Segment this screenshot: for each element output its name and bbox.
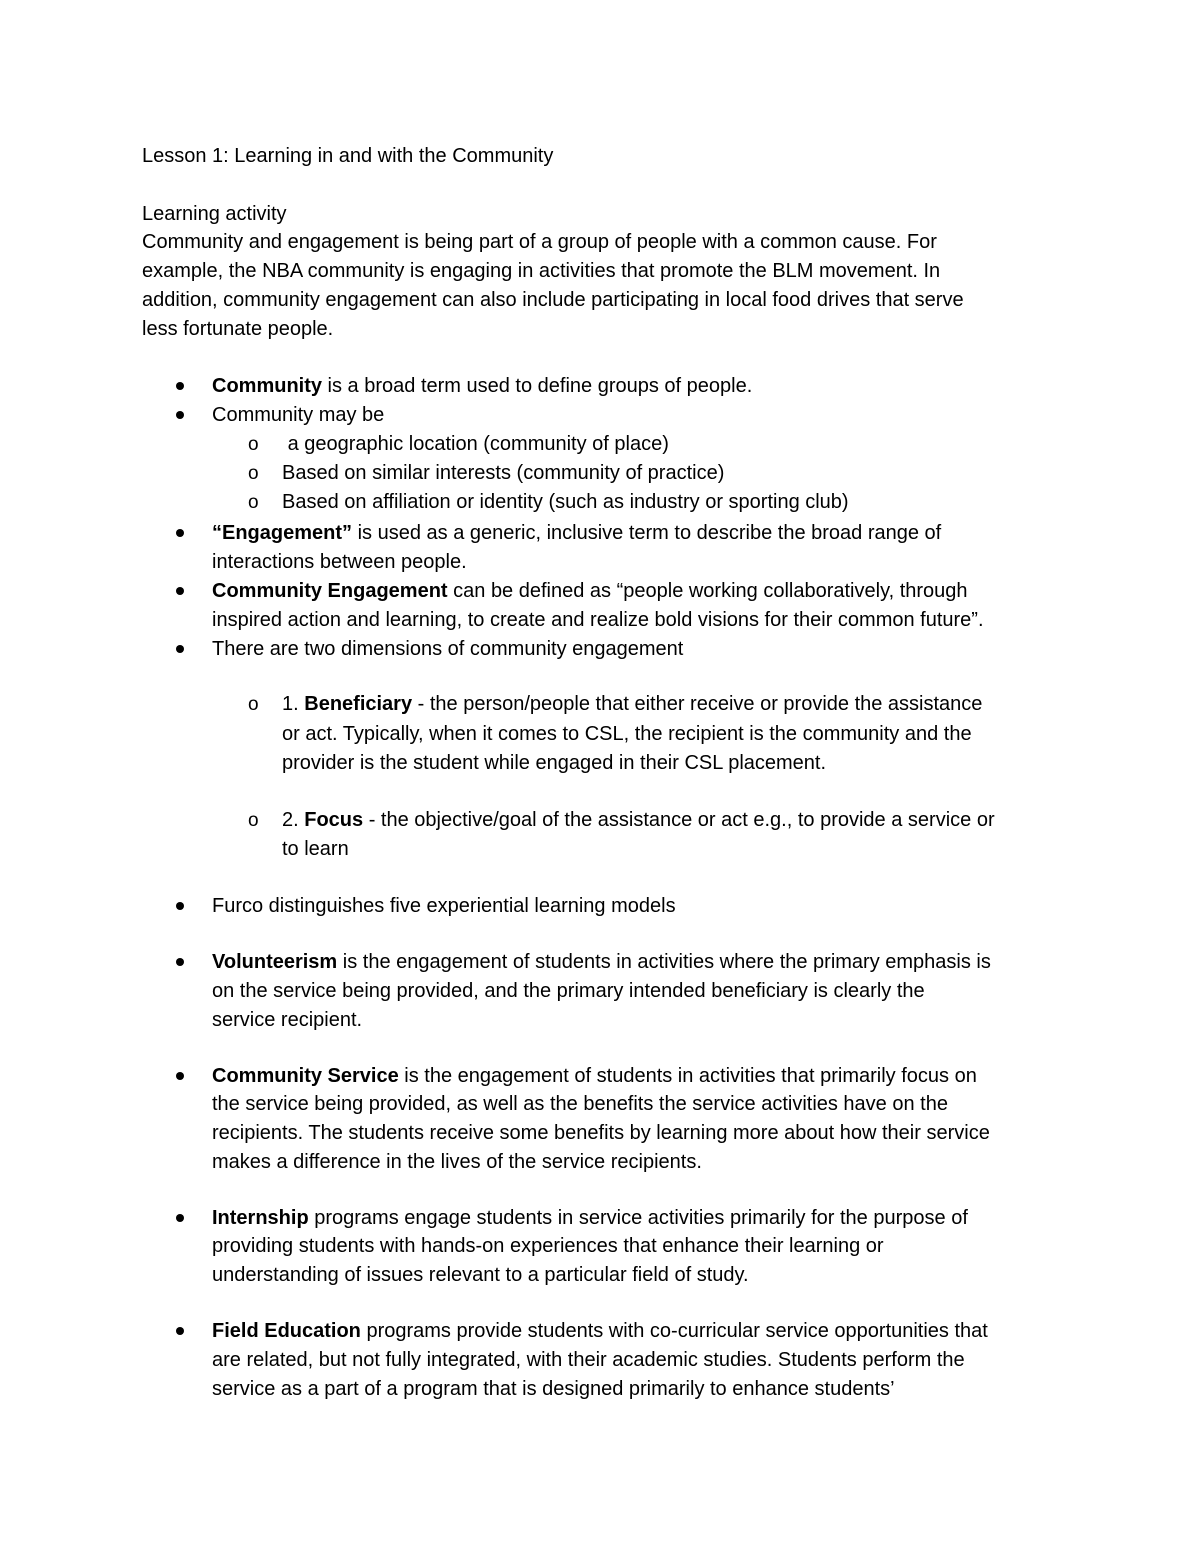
bullet-icon xyxy=(176,411,184,419)
bullet-community-service-line-3: recipients. The students receive some benefits by learning more about how their service xyxy=(212,1122,990,1144)
text: is a broad term used to define groups of people. xyxy=(322,375,753,397)
bullet-field-education-line-2: are related, but not fully integrated, with their academic studies. Students perform the xyxy=(212,1349,965,1371)
bullet-volunteerism xyxy=(212,948,991,977)
bullet-icon xyxy=(176,1327,184,1335)
bullet-internship xyxy=(212,1204,968,1233)
number: 2. xyxy=(282,809,305,831)
text: is the engagement of students in activities where the primary emphasis is xyxy=(337,951,991,973)
term: Focus xyxy=(304,809,364,831)
text: programs engage students in service activities primarily for the purpose of xyxy=(308,1207,968,1229)
text: a geographic location (community of place) xyxy=(287,433,669,455)
bullet-community-service-line-2: the service being provided, as well as the benefits the service activities have on the xyxy=(212,1093,948,1115)
circle-bullet-icon: o xyxy=(248,434,259,455)
bullet-engagement xyxy=(212,519,941,548)
circle-bullet-icon: o xyxy=(248,810,259,831)
dimension-focus xyxy=(282,806,995,835)
bullet-icon xyxy=(176,587,184,595)
bullet-field-education xyxy=(212,1317,988,1346)
bullet-community-service-line-4: makes a difference in the lives of the service recipients. xyxy=(212,1151,702,1173)
term: Internship xyxy=(212,1207,309,1229)
bullet-icon xyxy=(176,529,184,537)
bullet-volunteerism-line-3: service recipient. xyxy=(212,1009,363,1031)
subheading: Learning activity xyxy=(142,203,287,225)
term: Community xyxy=(212,375,322,397)
bullet-community-service xyxy=(212,1062,977,1091)
text: can be defined as “people working collaboratively, through xyxy=(447,580,968,602)
text: - the person/people that either receive or provide the assistance xyxy=(412,693,983,715)
bullet-icon xyxy=(176,902,184,910)
bullet-two-dimensions: There are two dimensions of community engagement xyxy=(212,638,684,660)
bullet-internship-line-2: providing students with hands-on experiences that enhance their learning or xyxy=(212,1235,884,1257)
lesson-title: Lesson 1: Learning in and with the Community xyxy=(142,145,554,167)
term: Community Engagement xyxy=(212,580,448,602)
dimension-beneficiary xyxy=(282,690,982,719)
term: Beneficiary xyxy=(304,693,413,715)
term: Volunteerism xyxy=(212,951,338,973)
bullet-icon xyxy=(176,1214,184,1222)
circle-bullet-icon: o xyxy=(248,694,259,715)
number: 1. xyxy=(282,693,305,715)
bullet-furco: Furco distinguishes five experiential learning models xyxy=(212,895,676,917)
bullet-volunteerism-line-2: on the service being provided, and the primary intended beneficiary is clearly the xyxy=(212,980,925,1002)
bullet-community-engagement-line-2: inspired action and learning, to create and realize bold visions for their common future”. xyxy=(212,609,984,631)
bullet-community xyxy=(212,372,752,401)
bullet-icon xyxy=(176,645,184,653)
intro-line-3: addition, community engagement can also include participating in local food drives that serve xyxy=(142,289,964,311)
dimension-focus-line-2: to learn xyxy=(282,838,349,860)
sub-item-affiliation: Based on affiliation or identity (such as industry or sporting club) xyxy=(282,491,849,513)
bullet-engagement-line-2: interactions between people. xyxy=(212,551,467,573)
bullet-icon xyxy=(176,382,184,390)
text: programs provide students with co-curricular service opportunities that xyxy=(360,1320,988,1342)
bullet-internship-line-3: understanding of issues relevant to a particular field of study. xyxy=(212,1264,749,1286)
intro-line-2: example, the NBA community is engaging in activities that promote the BLM movement. In xyxy=(142,260,941,282)
text: - the objective/goal of the assistance or act e.g., to provide a service or xyxy=(363,809,995,831)
sub-item-place xyxy=(282,430,669,459)
circle-bullet-icon: o xyxy=(248,492,259,513)
dimension-beneficiary-line-2: or act. Typically, when it comes to CSL, the recipient is the community and the xyxy=(282,723,972,745)
term: Community Service xyxy=(212,1065,399,1087)
bullet-field-education-line-3: service as a part of a program that is designed primarily to enhance students’ xyxy=(212,1378,895,1400)
intro-line-1: Community and engagement is being part of a group of people with a common cause. For xyxy=(142,231,937,253)
bullet-icon xyxy=(176,958,184,966)
term: “Engagement” xyxy=(212,522,353,544)
circle-bullet-icon: o xyxy=(248,463,259,484)
text: is the engagement of students in activities that primarily focus on xyxy=(398,1065,977,1087)
text: is used as a generic, inclusive term to describe the broad range of xyxy=(352,522,942,544)
dimension-beneficiary-line-3: provider is the student while engaged in their CSL placement. xyxy=(282,752,827,774)
bullet-community-engagement xyxy=(212,577,968,606)
bullet-icon xyxy=(176,1072,184,1080)
sub-item-practice: Based on similar interests (community of practice) xyxy=(282,462,725,484)
term: Field Education xyxy=(212,1320,361,1342)
bullet-community-may-be: Community may be xyxy=(212,404,385,426)
intro-line-4: less fortunate people. xyxy=(142,318,334,340)
